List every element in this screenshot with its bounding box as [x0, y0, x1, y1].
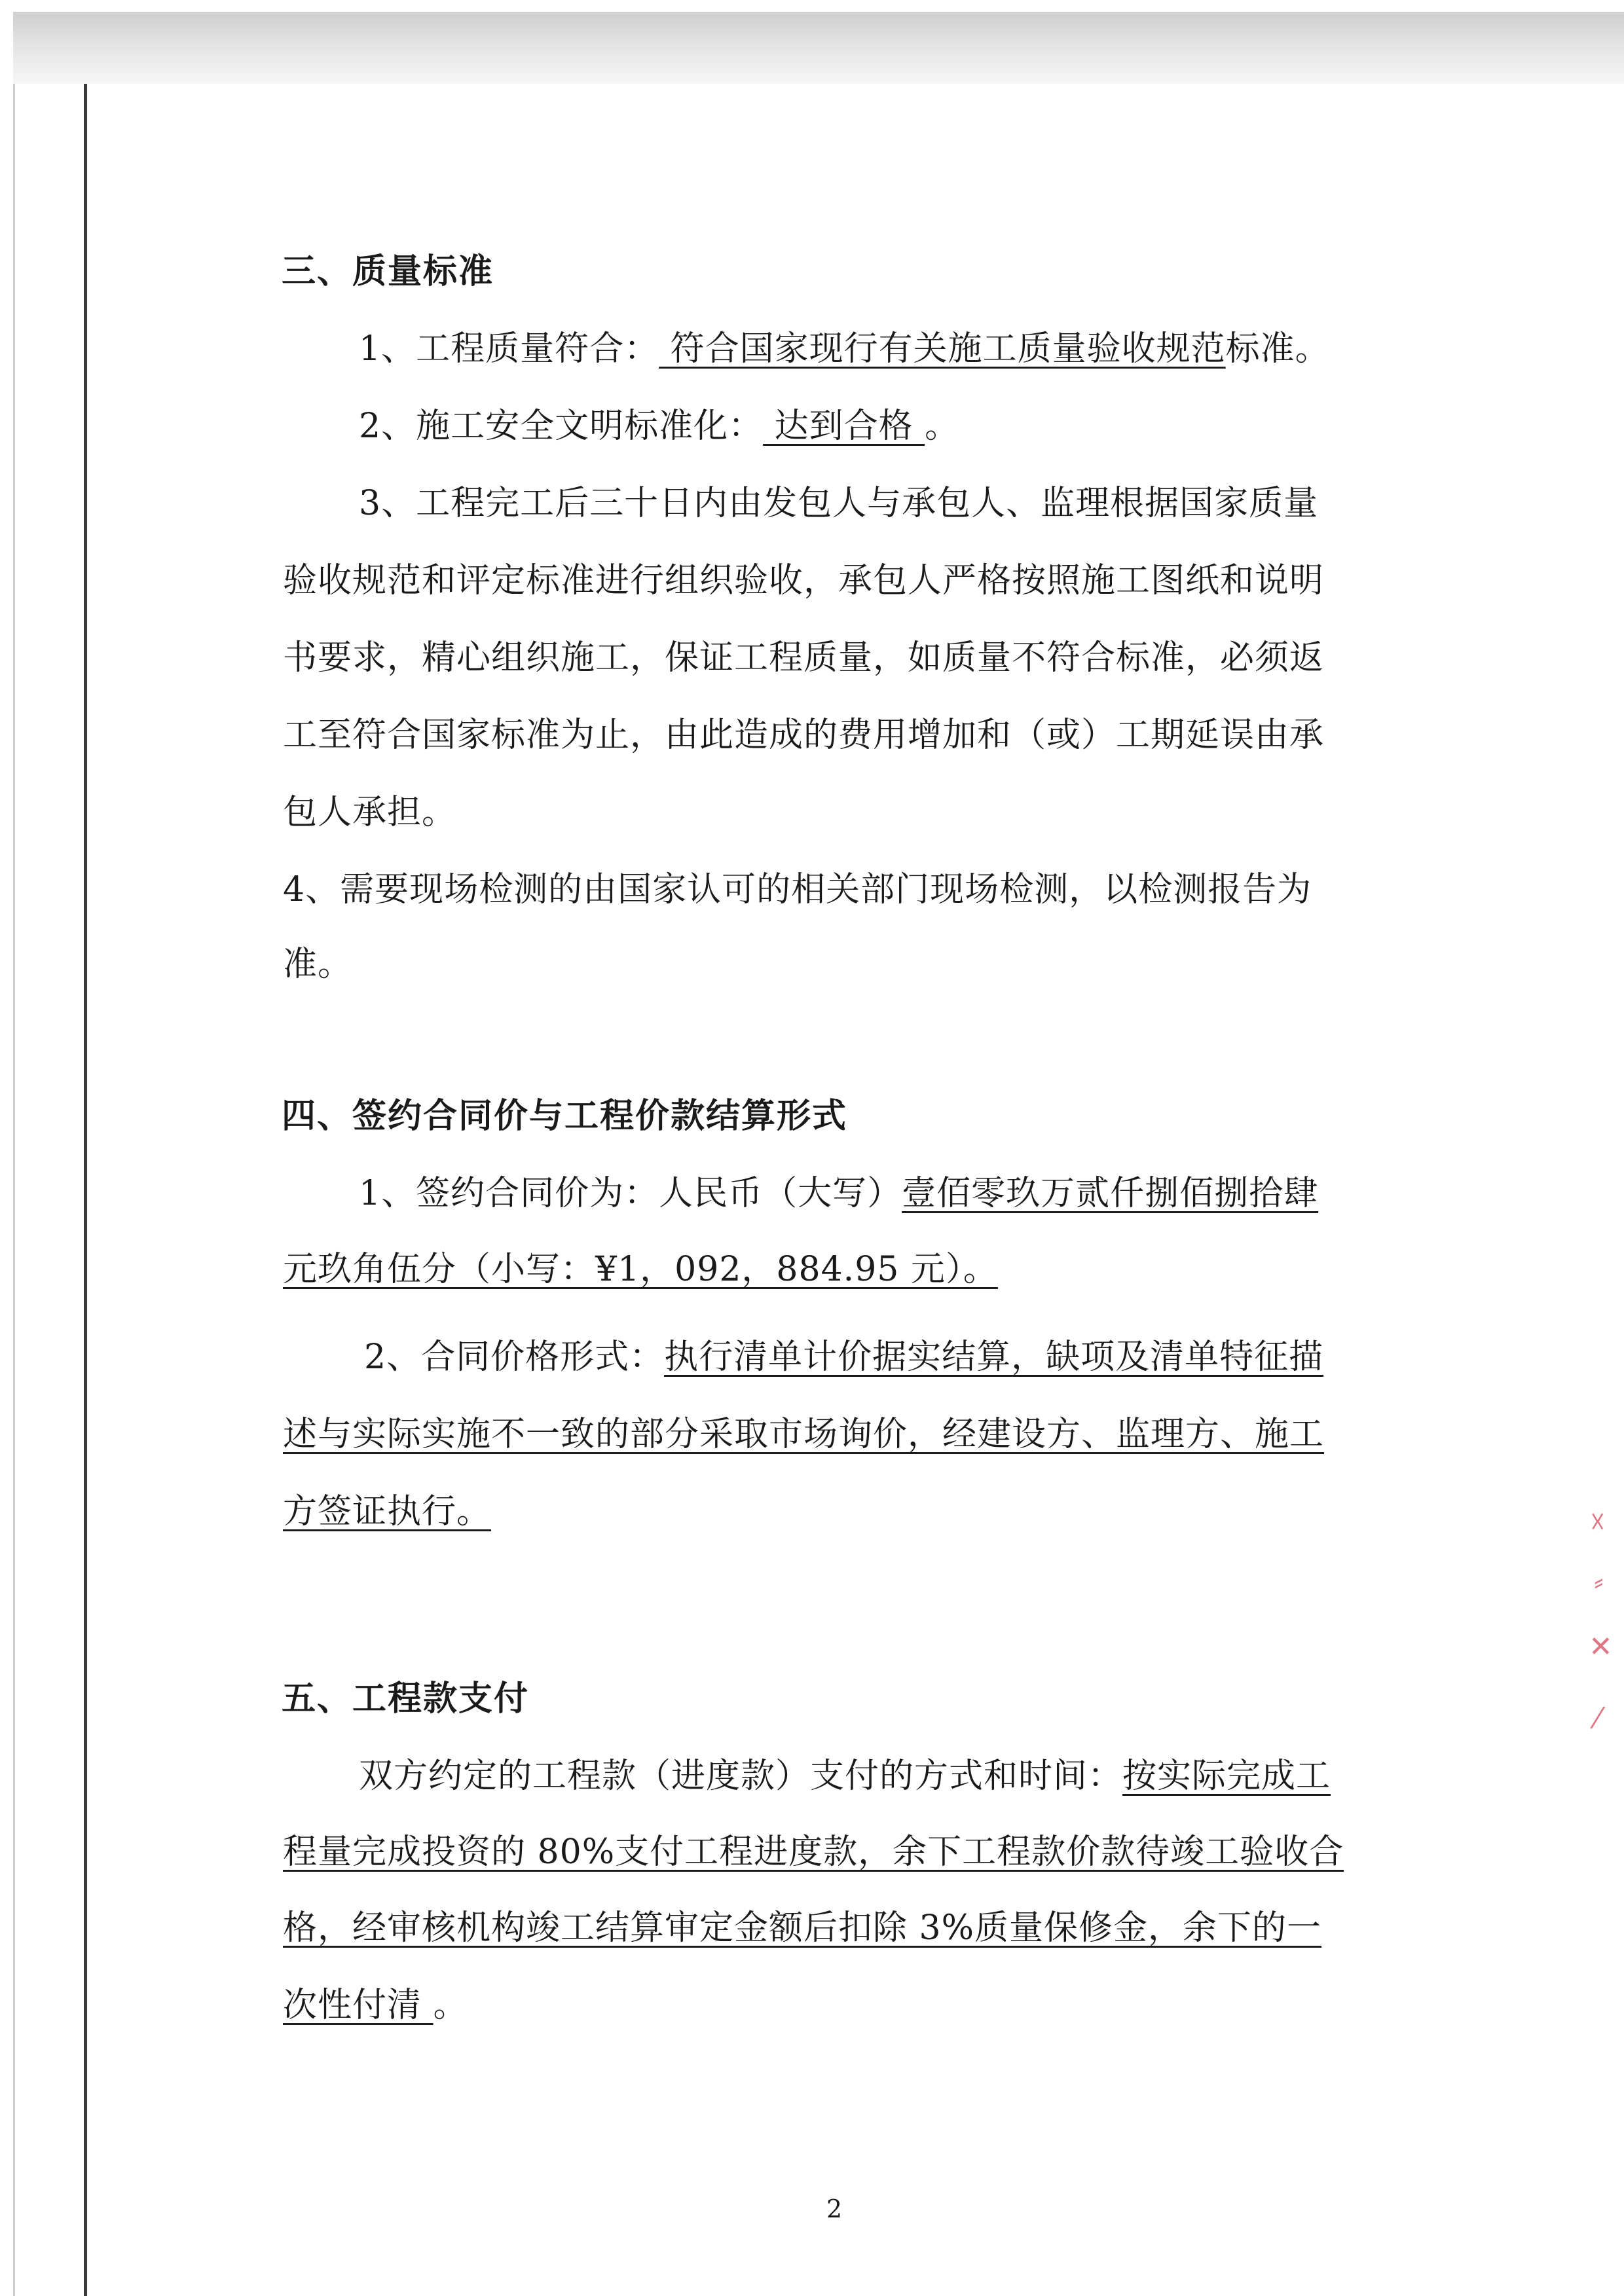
section-3-item-2	[359, 398, 959, 447]
underlined-value: 壹佰零玖万贰仟捌佰捌拾肆	[902, 1174, 1319, 1213]
section-3-item-3-line-5: 包人承担。	[283, 793, 457, 832]
intro-text: 双方约定的工程款（进度款）支付的方式和时间：	[359, 1757, 1123, 1796]
underlined-value: 按实际完成工	[1122, 1757, 1331, 1796]
underlined-value: 次性付清	[283, 1986, 434, 2025]
item-label: 2、合同价格形式：	[364, 1338, 665, 1377]
underlined-value: 符合国家现行有关施工质量验收规范	[659, 329, 1226, 369]
underlined-value: 达到合格	[763, 407, 925, 446]
section-4-item-2-line-1	[364, 1329, 1323, 1378]
section-4-item-1-line-2	[283, 1241, 998, 1290]
section-3-item-4-line-2: 准。	[283, 945, 353, 984]
section-3-item-3-line-2: 验收规范和评定标准进行组织验收，承包人严格按照施工图纸和说明	[283, 561, 1325, 600]
underlined-value: 元玖角伍分（小写：¥1，092，884.95 元）。	[283, 1250, 998, 1289]
underlined-value: 方签证执行。	[283, 1492, 492, 1531]
section-4-item-1-line-1	[359, 1165, 1318, 1214]
underlined-value: 述与实际实施不一致的部分采取市场询价，经建设方、监理方、施工	[283, 1415, 1325, 1454]
page-number: 2	[826, 2195, 843, 2223]
item-label: 1、工程质量符合：	[359, 329, 659, 369]
section-4-item-2-line-3	[283, 1484, 491, 1533]
item-suffix: 标准。	[1225, 329, 1330, 369]
underlined-value: 程量完成投资的 80%支付工程进度款，余下工程款价款待竣工验收合	[283, 1832, 1344, 1872]
item-label: 2、施工安全文明标准化：	[359, 407, 764, 446]
section-5-line-2	[283, 1824, 1344, 1873]
section-3-item-3-line-4: 工至符合国家标准为止，由此造成的费用增加和（或）工期延误由承	[283, 716, 1325, 755]
section-3-title: 三、质量标准	[282, 252, 494, 291]
item-label: 1、签约合同价为：人民币（大写）	[359, 1174, 902, 1213]
section-5-line-1	[359, 1748, 1331, 1797]
section-3-item-4-line-1: 4、需要现场检测的由国家认可的相关部门现场检测，以检测报告为	[283, 870, 1312, 909]
section-3-item-3-line-3: 书要求，精心组织施工，保证工程质量，如质量不符合标准，必须返	[283, 638, 1325, 678]
section-4-title: 四、签约合同价与工程价款结算形式	[282, 1097, 848, 1136]
section-4-item-2-line-2	[283, 1406, 1324, 1455]
item-suffix: 。	[925, 407, 960, 446]
underlined-value: 执行清单计价据实结算，缺项及清单特征描	[664, 1338, 1324, 1377]
section-3-item-1	[359, 321, 1330, 370]
stamp-fragment: ☓ ⸗ ✕ ⁄	[1589, 1506, 1613, 1736]
section-5-title: 五、工程款支付	[282, 1679, 530, 1719]
section-5-line-3	[283, 1900, 1321, 1949]
section-3-item-3-line-1: 3、工程完工后三十日内由发包人与承包人、监理根据国家质量	[359, 484, 1319, 523]
section-5-line-4	[283, 1977, 468, 2026]
item-suffix: 。	[433, 1986, 468, 2025]
underlined-value: 格，经审核机构竣工结算审定金额后扣除 3%质量保修金，余下的一	[283, 1908, 1322, 1948]
